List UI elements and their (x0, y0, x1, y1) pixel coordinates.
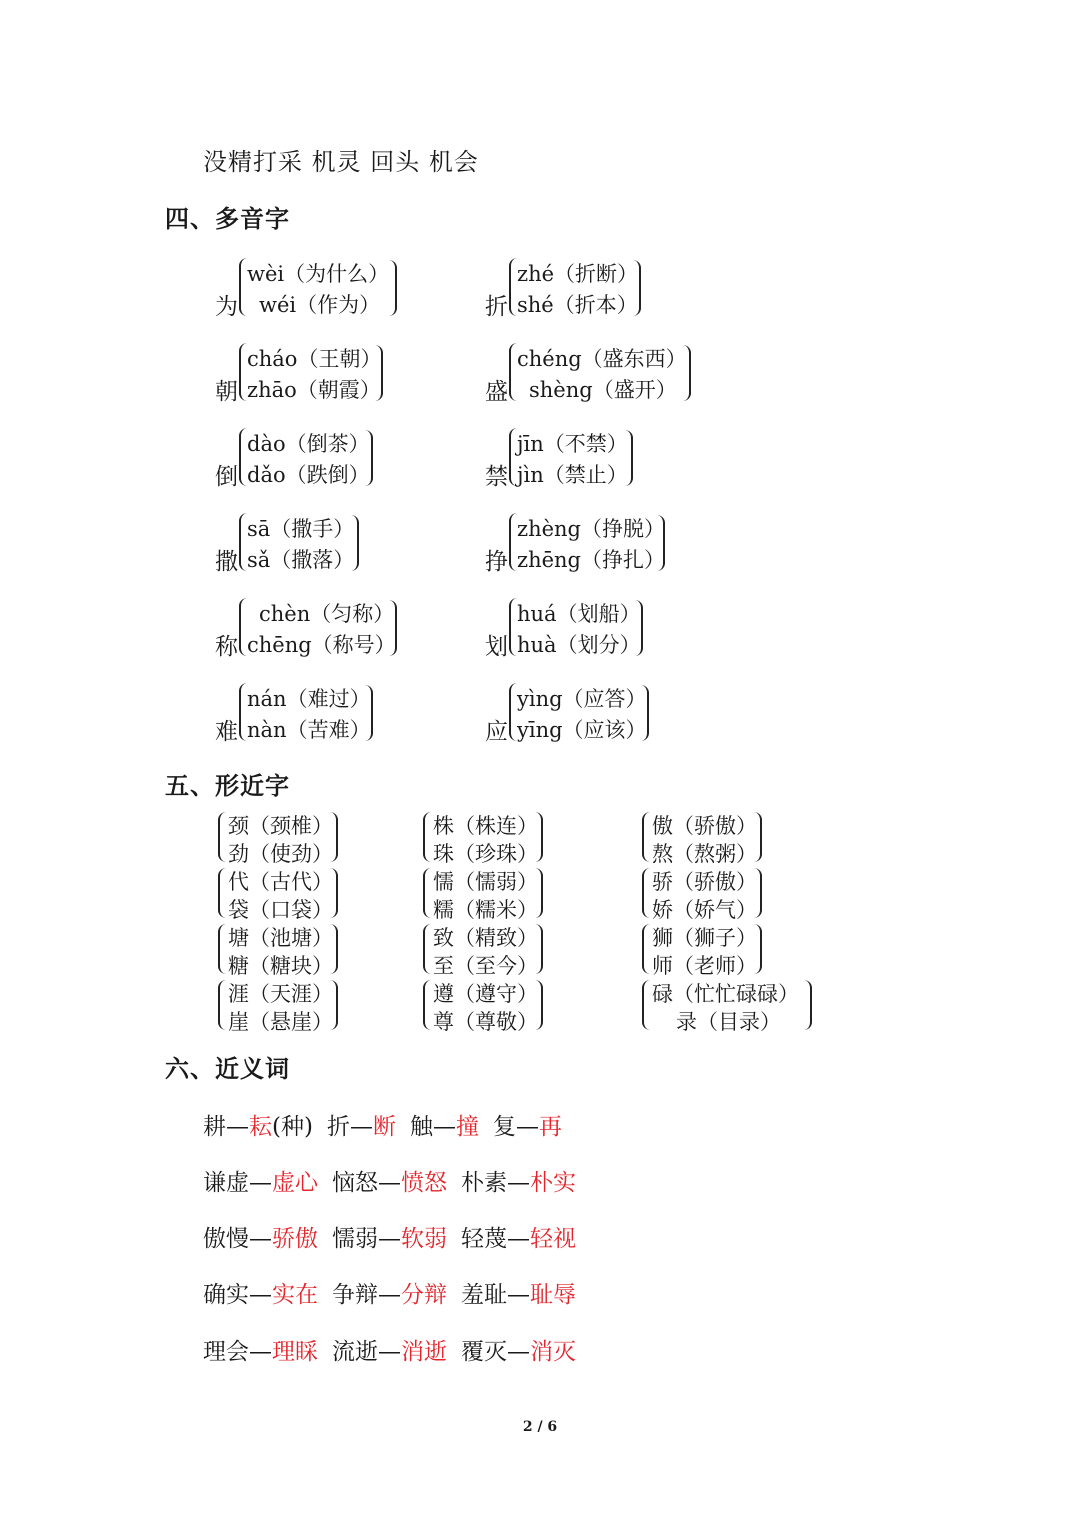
polyphonic-char: 为 (215, 294, 238, 320)
reading: nán（难过） (247, 687, 371, 711)
reading: jīn（不禁） (517, 432, 628, 456)
synonym-answer: 软弱 (401, 1226, 447, 1252)
synonym-line (203, 1164, 576, 1197)
synonym-answer: 撞 (455, 1114, 479, 1140)
synonym-answer: 理睬 (272, 1339, 318, 1365)
similar-word: 碌（忙忙碌碌） (652, 982, 799, 1006)
similar-word: 颈（颈椎） (228, 814, 333, 838)
synonym-word: 谦虚— (203, 1170, 272, 1196)
synonym-answer: 耘 (249, 1114, 272, 1140)
brace (509, 513, 517, 571)
brace (218, 868, 226, 918)
synonym-word: 懦弱— (332, 1226, 401, 1252)
reading: sǎ（撒落） (247, 548, 355, 572)
polyphonic-char: 折 (485, 294, 508, 320)
brace-close (330, 868, 338, 918)
similar-word: 狮（狮子） (652, 926, 757, 950)
brace-close (625, 430, 633, 486)
brace-close (754, 812, 762, 862)
reading: zhèng（挣脱） (517, 517, 665, 541)
brace-close (535, 812, 543, 862)
brace-close (330, 980, 338, 1030)
similar-word: 致（精致） (433, 926, 538, 950)
reading: sā（撒手） (247, 517, 355, 541)
synonym-answer: 实在 (272, 1282, 318, 1308)
synonym-answer: 虚心 (272, 1170, 318, 1196)
polyphonic-char: 应 (485, 719, 508, 745)
reading: shé（折本） (517, 293, 638, 317)
similar-word: 塘（池塘） (228, 926, 333, 950)
brace-close (330, 924, 338, 974)
brace-close (641, 685, 649, 741)
word-list-line: 没精打采 机灵 回头 机会 (203, 148, 479, 176)
brace (239, 683, 247, 741)
synonym-line (203, 1108, 562, 1141)
brace (423, 868, 431, 918)
synonym-word: 理会— (203, 1339, 272, 1365)
polyphonic-char: 挣 (485, 549, 508, 575)
synonym-word: 确实— (203, 1282, 272, 1308)
synonym-answer: 愤怒 (401, 1170, 447, 1196)
similar-word: 录（目录） (676, 1010, 781, 1034)
synonym-word: 耕— (203, 1114, 249, 1140)
brace (218, 980, 226, 1030)
synonym-answer: 断 (372, 1114, 396, 1140)
reading: wéi（作为） (259, 293, 381, 317)
brace-close (754, 868, 762, 918)
similar-word: 至（至今） (433, 954, 538, 978)
synonym-answer: 朴实 (530, 1170, 576, 1196)
brace (642, 980, 650, 1030)
similar-word: 师（老师） (652, 954, 757, 978)
synonym-word: 恼怒— (332, 1170, 401, 1196)
synonym-word: 折— (326, 1114, 373, 1140)
similar-word: 骄（骄傲） (652, 870, 757, 894)
polyphonic-char: 称 (215, 634, 238, 660)
brace-close (535, 980, 543, 1030)
brace (423, 980, 431, 1030)
brace-close (365, 430, 373, 486)
reading: chéng（盛东西） (517, 347, 687, 371)
brace (423, 812, 431, 862)
brace (239, 258, 247, 316)
brace (509, 428, 517, 486)
synonym-answer: 轻视 (530, 1226, 576, 1252)
synonym-word: 复— (492, 1114, 539, 1140)
section-heading-similar-characters: 五、形近字 (165, 772, 290, 800)
section-heading-polyphonic: 四、多音字 (165, 205, 290, 233)
synonym-word: 轻蔑— (461, 1226, 530, 1252)
synonym-answer: 耻辱 (530, 1282, 576, 1308)
synonym-word: 朴素— (461, 1170, 530, 1196)
reading: shèng（盛开） (529, 378, 677, 402)
reading: zhé（折断） (517, 262, 639, 286)
synonym-line (203, 1220, 576, 1253)
brace (642, 924, 650, 974)
brace (509, 258, 517, 316)
reading: wèi（为什么） (247, 262, 390, 286)
synonym-line (203, 1333, 576, 1366)
reading: yīng（应该） (517, 718, 647, 742)
brace-close (535, 924, 543, 974)
brace-close (535, 868, 543, 918)
polyphonic-char: 划 (485, 634, 508, 660)
synonym-word: 流逝— (332, 1339, 401, 1365)
brace-close (633, 260, 641, 316)
page-number: 2 / 6 (522, 1419, 558, 1435)
synonym-answer: 分辩 (401, 1282, 447, 1308)
reading: jìn（禁止） (517, 463, 628, 487)
section-heading-synonyms: 六、近义词 (165, 1055, 290, 1083)
synonym-answer: 骄傲 (272, 1226, 318, 1252)
similar-word: 劲（使劲） (228, 842, 333, 866)
brace-close (635, 600, 643, 656)
polyphonic-char: 禁 (485, 464, 508, 490)
polyphonic-char: 撒 (215, 549, 238, 575)
reading: yìng（应答） (517, 687, 647, 711)
similar-word: 娇（娇气） (652, 898, 757, 922)
reading: chēng（称号） (247, 633, 396, 657)
brace-close (389, 600, 397, 656)
reading: chèn（匀称） (259, 602, 395, 626)
polyphonic-char: 盛 (485, 379, 508, 405)
synonym-word: 羞耻— (461, 1282, 530, 1308)
similar-word: 涯（天涯） (228, 982, 333, 1006)
brace-close (804, 980, 812, 1030)
similar-word: 珠（珍珠） (433, 842, 538, 866)
similar-word: 袋（口袋） (228, 898, 333, 922)
synonym-word: 覆灭— (461, 1339, 530, 1365)
similar-word: 株（株连） (433, 814, 538, 838)
synonym-answer: 消灭 (530, 1339, 576, 1365)
similar-word: 代（古代） (228, 870, 333, 894)
similar-word: 崖（悬崖） (228, 1010, 333, 1034)
brace (239, 513, 247, 571)
brace (239, 428, 247, 486)
brace-close (389, 260, 397, 316)
synonym-answer: 再 (538, 1114, 562, 1140)
synonym-word: 争辩— (332, 1282, 401, 1308)
brace (642, 812, 650, 862)
synonym-note: (种) (272, 1114, 313, 1140)
brace-close (754, 924, 762, 974)
polyphonic-char: 倒 (215, 464, 238, 490)
similar-word: 遵（遵守） (433, 982, 538, 1006)
brace-close (683, 345, 691, 401)
reading: dào（倒茶） (247, 432, 370, 456)
similar-word: 傲（骄傲） (652, 814, 757, 838)
brace (509, 343, 517, 401)
polyphonic-char: 朝 (215, 379, 238, 405)
similar-word: 尊（尊敬） (433, 1010, 538, 1034)
brace (239, 343, 247, 401)
brace (423, 924, 431, 974)
similar-word: 熬（熬粥） (652, 842, 757, 866)
brace (642, 868, 650, 918)
reading: zhāo（朝霞） (247, 378, 381, 402)
polyphonic-char: 难 (215, 719, 238, 745)
brace (218, 924, 226, 974)
brace-close (657, 515, 665, 571)
brace (509, 683, 517, 741)
reading: cháo（王朝） (247, 347, 382, 371)
brace-close (330, 812, 338, 862)
brace (218, 812, 226, 862)
synonym-line (203, 1276, 576, 1309)
reading: dǎo（跌倒） (247, 463, 370, 487)
similar-word: 糖（糖块） (228, 954, 333, 978)
brace-close (375, 345, 383, 401)
similar-word: 糯（糯米） (433, 898, 538, 922)
synonym-word: 触— (409, 1114, 456, 1140)
synonym-answer: 消逝 (401, 1339, 447, 1365)
reading: nàn（苦难） (247, 718, 371, 742)
reading: zhēng（挣扎） (517, 548, 665, 572)
brace (509, 598, 517, 656)
reading: huà（划分） (517, 633, 641, 657)
brace-close (351, 515, 359, 571)
brace (239, 598, 247, 656)
synonym-word: 傲慢— (203, 1226, 272, 1252)
similar-word: 懦（懦弱） (433, 870, 538, 894)
brace-close (365, 685, 373, 741)
reading: huá（划船） (517, 602, 641, 626)
